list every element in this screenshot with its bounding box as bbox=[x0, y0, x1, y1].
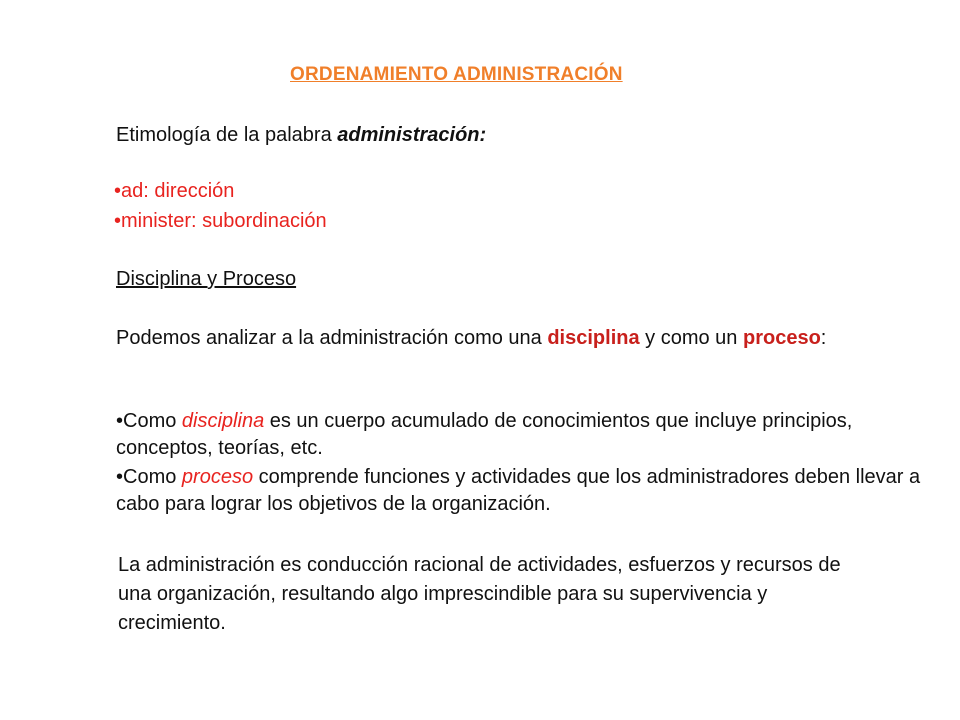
conclusion-paragraph: La administración es conducción racional de actividades, esfuerzos y recursos de una organización, resultando algo imprescindible para su supervivencia y crecimiento. bbox=[118, 554, 841, 634]
intro-discipline-word: disciplina bbox=[547, 327, 640, 349]
etymology-term: administración: bbox=[337, 124, 487, 146]
discipline-point-word: disciplina bbox=[181, 410, 265, 432]
intro-after: : bbox=[820, 327, 827, 349]
intro-process-word: proceso bbox=[742, 327, 821, 349]
process-point-before: •Como bbox=[116, 466, 182, 488]
slide-title: ORDENAMIENTO ADMINISTRACIÓN bbox=[290, 64, 623, 85]
etymology-line bbox=[116, 124, 486, 147]
intro-middle: y como un bbox=[639, 327, 743, 349]
discipline-point-before: •Como bbox=[116, 410, 182, 432]
discipline-point bbox=[116, 408, 922, 462]
bullet-minister: •minister: subordinación bbox=[114, 210, 327, 232]
discipline-point-after: es un cuerpo acumulado de conocimientos que incluye principios, conceptos, teorías, etc. bbox=[116, 410, 853, 459]
intro-before: Podemos analizar a la administración como una bbox=[116, 327, 548, 349]
intro-paragraph bbox=[116, 325, 922, 352]
process-point-word: proceso bbox=[181, 466, 254, 488]
bullet-ad: •ad: dirección bbox=[114, 180, 235, 202]
etymology-prefix: Etimología de la palabra bbox=[116, 124, 338, 146]
process-point-after: comprende funciones y actividades que los administradores deben llevar a cabo para lograr los objetivos de la organización. bbox=[116, 466, 921, 515]
section-subheading: Disciplina y Proceso bbox=[116, 268, 297, 290]
process-point bbox=[116, 464, 922, 518]
